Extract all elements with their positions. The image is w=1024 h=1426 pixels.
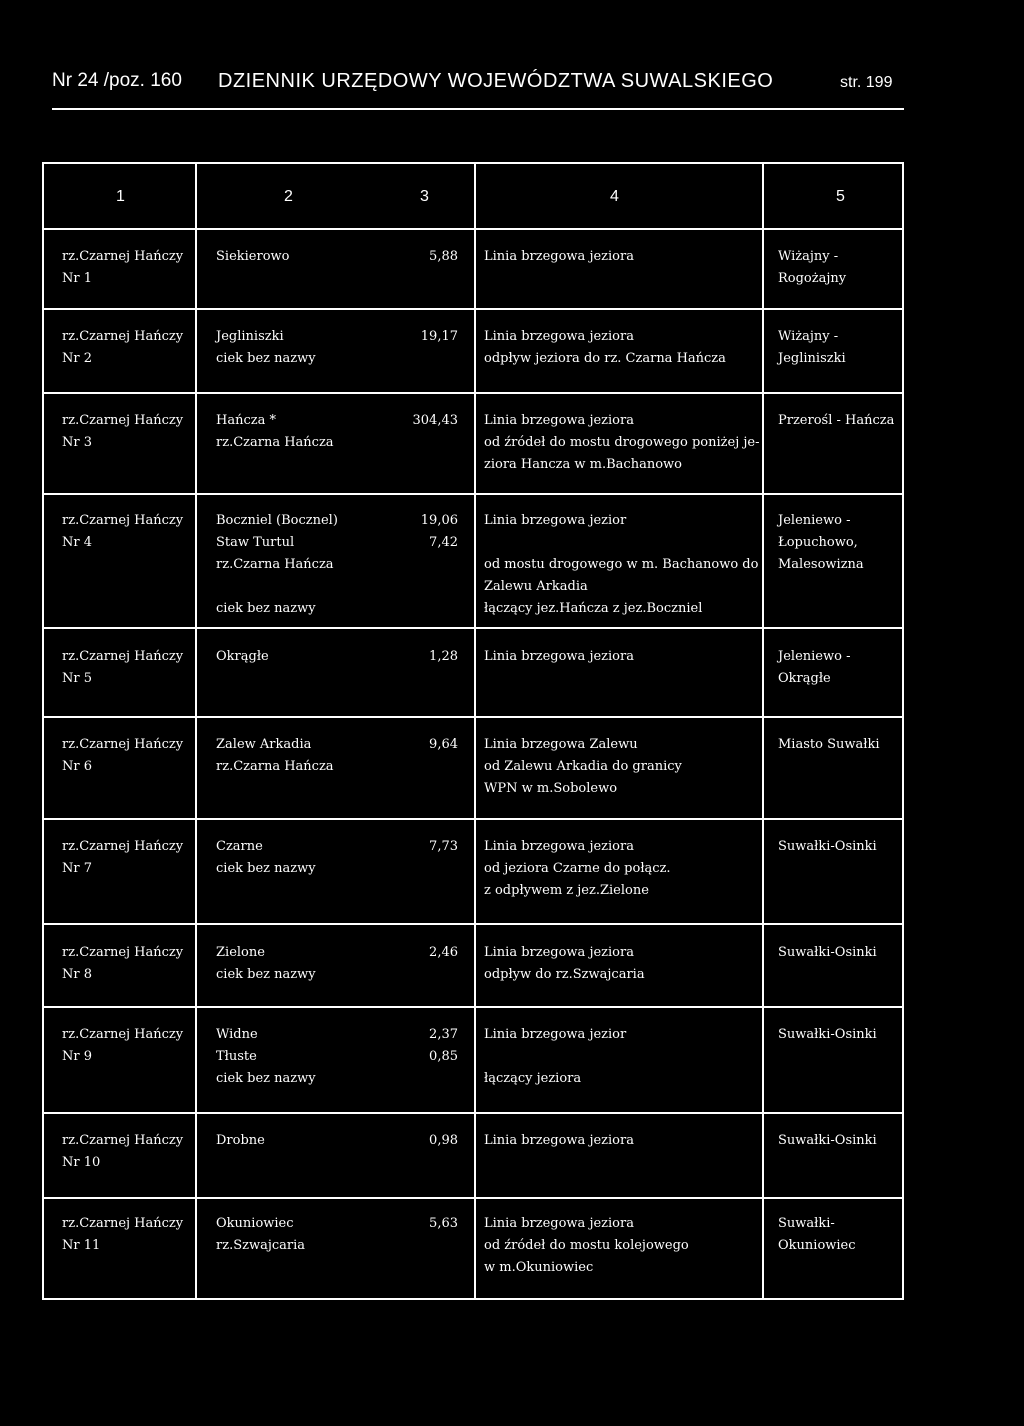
boundary-cell: Linia brzegowa Zalewu	[484, 737, 638, 752]
water-body-cell: ciek bez nazwy	[216, 601, 316, 616]
river-name-cell: rz.Czarnej Hańczy	[62, 1027, 184, 1042]
boundary-cell: Linia brzegowa jeziora	[484, 649, 634, 664]
issue-number: Nr 24 /poz. 160	[52, 70, 182, 91]
water-body-cell: Staw Turtul	[216, 535, 295, 550]
row-divider	[42, 1112, 904, 1114]
row-divider	[42, 1197, 904, 1199]
column-header: 5	[836, 188, 845, 205]
commune-cell: Miasto Suwałki	[778, 737, 880, 752]
water-body-cell: Zalew Arkadia	[216, 737, 312, 752]
river-name-cell: rz.Czarnej Hańczy	[62, 839, 184, 854]
water-body-cell: ciek bez nazwy	[216, 351, 316, 366]
river-name-cell: rz.Czarnej Hańczy	[62, 249, 184, 264]
length-cell: 7,73	[429, 839, 458, 854]
commune-cell: Łopuchowo,	[778, 535, 858, 550]
water-body-cell: ciek bez nazwy	[216, 1071, 316, 1086]
commune-cell: Wiżajny -	[778, 329, 839, 344]
boundary-cell: od mostu drogowego w m. Bachanowo do	[484, 557, 759, 572]
water-body-cell: rz.Czarna Hańcza	[216, 759, 334, 774]
row-divider	[42, 392, 904, 394]
river-name-cell: rz.Czarnej Hańczy	[62, 945, 184, 960]
water-body-cell: Drobne	[216, 1133, 265, 1148]
boundary-cell: Linia brzegowa jeziora	[484, 413, 634, 428]
commune-cell: Suwałki-Osinki	[778, 839, 877, 854]
river-name-cell: Nr 1	[62, 271, 92, 286]
boundary-cell: od Zalewu Arkadia do granicy	[484, 759, 682, 774]
boundary-cell: z odpływem z jez.Zielone	[484, 883, 649, 898]
column-header: 2	[284, 188, 293, 205]
length-cell: 19,06	[420, 513, 458, 528]
boundary-cell: odpływ do rz.Szwajcaria	[484, 967, 645, 982]
commune-cell: Suwałki-Osinki	[778, 1027, 877, 1042]
column-divider	[195, 162, 197, 1300]
journal-title: DZIENNIK URZĘDOWY WOJEWÓDZTWA SUWALSKIEGO	[218, 70, 774, 92]
water-body-cell: Okuniowiec	[216, 1216, 294, 1231]
row-divider	[42, 228, 904, 230]
water-body-cell: Czarne	[216, 839, 263, 854]
water-body-cell: rz.Czarna Hańcza	[216, 435, 334, 450]
row-divider	[42, 818, 904, 820]
column-header: 3	[420, 188, 429, 205]
water-body-cell: ciek bez nazwy	[216, 861, 316, 876]
water-body-cell: Siekierowo	[216, 249, 290, 264]
water-body-cell: Tłuste	[216, 1049, 257, 1064]
boundary-cell: ziora Hancza w m.Bachanowo	[484, 457, 682, 472]
boundary-cell: od źródeł do mostu kolejowego	[484, 1238, 689, 1253]
length-cell: 0,85	[429, 1049, 458, 1064]
water-body-cell: Zielone	[216, 945, 265, 960]
length-cell: 5,88	[429, 249, 458, 264]
water-body-cell: Hańcza *	[216, 413, 276, 428]
river-name-cell: rz.Czarnej Hańczy	[62, 513, 184, 528]
boundary-cell: Zalewu Arkadia	[484, 579, 588, 594]
commune-cell: Wiżajny -	[778, 249, 839, 264]
water-body-cell: rz.Szwajcaria	[216, 1238, 306, 1253]
river-name-cell: rz.Czarnej Hańczy	[62, 1216, 184, 1231]
commune-cell: Suwałki-Osinki	[778, 945, 877, 960]
boundary-cell: łączący jeziora	[484, 1071, 582, 1086]
river-name-cell: Nr 4	[62, 535, 92, 550]
water-body-cell: Jegliniszki	[216, 329, 284, 344]
commune-cell: Przerośl - Hańcza	[778, 413, 895, 428]
row-divider	[42, 493, 904, 495]
commune-cell: Suwałki-Osinki	[778, 1133, 877, 1148]
length-cell: 5,63	[429, 1216, 458, 1231]
river-name-cell: rz.Czarnej Hańczy	[62, 1133, 184, 1148]
river-name-cell: Nr 6	[62, 759, 92, 774]
boundary-cell: WPN w m.Sobolewo	[484, 781, 618, 796]
row-divider	[42, 1006, 904, 1008]
page-header	[52, 70, 912, 100]
length-cell: 304,43	[412, 413, 458, 428]
row-divider	[42, 716, 904, 718]
boundary-cell: od jeziora Czarne do połącz.	[484, 861, 671, 876]
length-cell: 9,64	[429, 737, 458, 752]
commune-cell: Suwałki-	[778, 1216, 835, 1231]
river-name-cell: Nr 5	[62, 671, 92, 686]
boundary-cell: Linia brzegowa jeziora	[484, 945, 634, 960]
commune-cell: Okrągłe	[778, 671, 831, 686]
boundary-cell: Linia brzegowa jeziora	[484, 1216, 634, 1231]
commune-cell: Okuniowiec	[778, 1238, 856, 1253]
river-name-cell: rz.Czarnej Hańczy	[62, 737, 184, 752]
water-body-cell: Widne	[216, 1027, 258, 1042]
water-body-cell: Okrągłe	[216, 649, 269, 664]
river-name-cell: Nr 11	[62, 1238, 101, 1253]
boundary-cell: łączący jez.Hańcza z jez.Boczniel	[484, 601, 703, 616]
length-cell: 2,46	[429, 945, 458, 960]
column-divider	[762, 162, 764, 1300]
commune-cell: Malesowizna	[778, 557, 864, 572]
water-body-cell: ciek bez nazwy	[216, 967, 316, 982]
boundary-cell: Linia brzegowa jeziora	[484, 329, 634, 344]
column-divider	[474, 162, 476, 1300]
river-name-cell: Nr 8	[62, 967, 92, 982]
boundary-cell: od źródeł do mostu drogowego poniżej je-	[484, 435, 760, 450]
commune-cell: Rogożajny	[778, 271, 847, 286]
column-header: 1	[116, 188, 125, 205]
river-name-cell: Nr 3	[62, 435, 92, 450]
boundary-cell: Linia brzegowa jeziora	[484, 1133, 634, 1148]
water-body-cell: Boczniel (Bocznel)	[216, 513, 338, 528]
boundary-cell: Linia brzegowa jeziora	[484, 249, 634, 264]
boundary-cell: Linia brzegowa jeziora	[484, 839, 634, 854]
row-divider	[42, 923, 904, 925]
row-divider	[42, 627, 904, 629]
commune-cell: Jeleniewo -	[778, 513, 851, 528]
length-cell: 0,98	[429, 1133, 458, 1148]
row-divider	[42, 308, 904, 310]
commune-cell: Jegliniszki	[778, 351, 846, 366]
river-name-cell: Nr 10	[62, 1155, 101, 1170]
length-cell: 19,17	[420, 329, 458, 344]
river-name-cell: Nr 2	[62, 351, 92, 366]
column-header: 4	[610, 188, 619, 205]
river-name-cell: Nr 9	[62, 1049, 92, 1064]
length-cell: 1,28	[429, 649, 458, 664]
length-cell: 7,42	[429, 535, 458, 550]
river-name-cell: rz.Czarnej Hańczy	[62, 649, 184, 664]
boundary-cell: w m.Okuniowiec	[484, 1260, 594, 1275]
boundary-cell: odpływ jeziora do rz. Czarna Hańcza	[484, 351, 726, 366]
river-name-cell: rz.Czarnej Hańczy	[62, 413, 184, 428]
boundary-cell: Linia brzegowa jezior	[484, 1027, 627, 1042]
boundary-cell: Linia brzegowa jezior	[484, 513, 627, 528]
river-name-cell: Nr 7	[62, 861, 92, 876]
page-number: str. 199	[840, 74, 893, 91]
river-name-cell: rz.Czarnej Hańczy	[62, 329, 184, 344]
commune-cell: Jeleniewo -	[778, 649, 851, 664]
header-rule	[52, 108, 904, 110]
water-body-cell: rz.Czarna Hańcza	[216, 557, 334, 572]
length-cell: 2,37	[429, 1027, 458, 1042]
